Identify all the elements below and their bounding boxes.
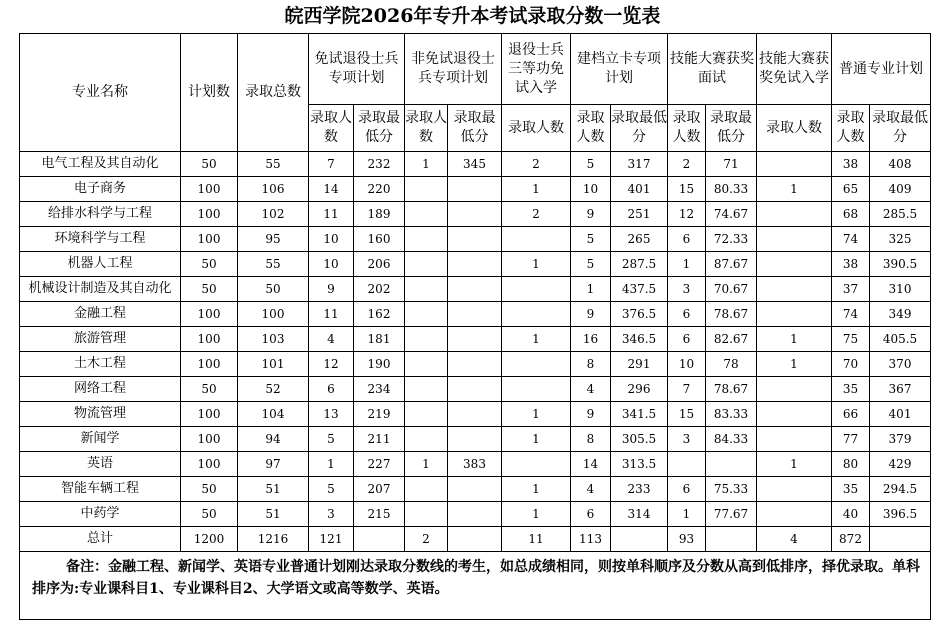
cell-si-n: 10 — [668, 352, 706, 377]
major-name-cell: 电气工程及其自动化 — [20, 152, 181, 177]
cell-gp-n: 68 — [832, 202, 870, 227]
cell-ar-n: 6 — [571, 502, 611, 527]
table-row — [20, 202, 931, 227]
cell-vm-n: 1 — [502, 327, 571, 352]
sub-count-header: 录取人数 — [832, 105, 870, 152]
major-name-cell: 土木工程 — [20, 352, 181, 377]
cell-ev-n: 6 — [309, 377, 354, 402]
cell-nv-s — [448, 252, 502, 277]
sub-count-header: 录取人数 — [668, 105, 706, 152]
cell-gp-n: 38 — [832, 152, 870, 177]
table-row — [20, 277, 931, 302]
cell-ev-n: 14 — [309, 177, 354, 202]
remark-text: 备注：金融工程、新闻学、英语专业普通计划刚达录取分数线的考生，如总成绩相同，则按单科顺序及分数从高到低排序，择优录取。单科排序为:专业课科目1、专业课科目2、大学语文或高等数学、英语。 — [32, 559, 920, 597]
group-archive-header: 建档立卡专项计划 — [571, 34, 668, 105]
cell-ar-n: 16 — [571, 327, 611, 352]
cell-ev-n: 7 — [309, 152, 354, 177]
cell-plan: 50 — [181, 252, 238, 277]
cell-gp-n: 35 — [832, 377, 870, 402]
sub-min-header: 录取最低分 — [354, 105, 405, 152]
cell-plan: 100 — [181, 352, 238, 377]
table-row — [20, 302, 931, 327]
cell-ar-n: 9 — [571, 202, 611, 227]
cell-gp-n: 77 — [832, 427, 870, 452]
major-name-cell: 机器人工程 — [20, 252, 181, 277]
table-body — [20, 152, 931, 552]
table-row — [20, 152, 931, 177]
cell-total: 106 — [238, 177, 309, 202]
cell-gp-n: 40 — [832, 502, 870, 527]
cell-se-n: 1 — [757, 327, 832, 352]
cell-gp-s: 285.5 — [870, 202, 931, 227]
cell-gp-s: 294.5 — [870, 477, 931, 502]
cell-gp-s: 370 — [870, 352, 931, 377]
cell-vm-n: 1 — [502, 502, 571, 527]
cell-si-n: 2 — [668, 152, 706, 177]
cell-gp-s: 367 — [870, 377, 931, 402]
cell-vm-n: 1 — [502, 177, 571, 202]
cell-nv-n — [405, 427, 448, 452]
totals-row — [20, 527, 931, 552]
cell-si-n: 7 — [668, 377, 706, 402]
cell-nv-s — [448, 352, 502, 377]
sub-min-header: 录取最低分 — [448, 105, 502, 152]
cell-nv-n — [405, 502, 448, 527]
cell-gp-s: 405.5 — [870, 327, 931, 352]
cell-vm-n: 1 — [502, 402, 571, 427]
table-row — [20, 327, 931, 352]
cell-plan: 100 — [181, 327, 238, 352]
cell-gp-s: 310 — [870, 277, 931, 302]
cell-ev-n: 10 — [309, 252, 354, 277]
table-row — [20, 452, 931, 477]
cell-vm-n: 2 — [502, 152, 571, 177]
cell-ar-n: 8 — [571, 427, 611, 452]
cell-se-n — [757, 477, 832, 502]
cell-total: 101 — [238, 352, 309, 377]
cell-si-n: 6 — [668, 302, 706, 327]
cell-ar-s: 233 — [611, 477, 668, 502]
cell-vm-n — [502, 352, 571, 377]
cell-si-n: 6 — [668, 327, 706, 352]
table-row — [20, 402, 931, 427]
cell-vm-n — [502, 452, 571, 477]
cell-ar-n: 5 — [571, 227, 611, 252]
table-row — [20, 177, 931, 202]
cell-vm-n: 2 — [502, 202, 571, 227]
cell-si-s: 84.33 — [706, 427, 757, 452]
cell-total: 1216 — [238, 527, 309, 552]
cell-plan: 50 — [181, 152, 238, 177]
cell-gp-n: 37 — [832, 277, 870, 302]
cell-nv-n — [405, 377, 448, 402]
cell-ev-n: 4 — [309, 327, 354, 352]
cell-ar-n: 5 — [571, 152, 611, 177]
cell-gp-n: 75 — [832, 327, 870, 352]
cell-si-s: 77.67 — [706, 502, 757, 527]
page-title: 皖西学院2026年专升本考试录取分数一览表 — [284, 5, 661, 27]
cell-vm-n: 1 — [502, 252, 571, 277]
cell-nv-s: 345 — [448, 152, 502, 177]
cell-ev-n: 12 — [309, 352, 354, 377]
cell-total: 102 — [238, 202, 309, 227]
cell-ev-n: 121 — [309, 527, 354, 552]
cell-ev-s: 190 — [354, 352, 405, 377]
cell-si-n: 1 — [668, 502, 706, 527]
cell-vm-n — [502, 277, 571, 302]
cell-total: 103 — [238, 327, 309, 352]
cell-si-s: 75.33 — [706, 477, 757, 502]
cell-nv-s — [448, 202, 502, 227]
cell-total: 104 — [238, 402, 309, 427]
cell-ar-s: 401 — [611, 177, 668, 202]
cell-total: 94 — [238, 427, 309, 452]
cell-ar-s: 305.5 — [611, 427, 668, 452]
cell-si-n: 3 — [668, 427, 706, 452]
cell-vm-n — [502, 377, 571, 402]
cell-gp-s: 401 — [870, 402, 931, 427]
cell-ev-n: 1 — [309, 452, 354, 477]
cell-ar-s: 314 — [611, 502, 668, 527]
cell-si-s: 87.67 — [706, 252, 757, 277]
cell-se-n — [757, 202, 832, 227]
major-name-cell: 智能车辆工程 — [20, 477, 181, 502]
table-row — [20, 377, 931, 402]
cell-plan: 50 — [181, 277, 238, 302]
cell-si-s: 78 — [706, 352, 757, 377]
cell-se-n — [757, 252, 832, 277]
major-name-cell: 网络工程 — [20, 377, 181, 402]
cell-ar-s: 341.5 — [611, 402, 668, 427]
cell-ev-n: 5 — [309, 427, 354, 452]
cell-si-n: 6 — [668, 227, 706, 252]
cell-se-n — [757, 302, 832, 327]
sub-count-header: 录取人数 — [571, 105, 611, 152]
cell-si-s: 82.67 — [706, 327, 757, 352]
cell-ev-s: 189 — [354, 202, 405, 227]
cell-plan: 100 — [181, 427, 238, 452]
cell-ev-s: 232 — [354, 152, 405, 177]
cell-nv-s — [448, 527, 502, 552]
group-veteran-merit-header: 退役士兵三等功免试入学 — [502, 34, 571, 105]
cell-ar-s: 376.5 — [611, 302, 668, 327]
cell-si-s: 72.33 — [706, 227, 757, 252]
cell-si-s: 78.67 — [706, 377, 757, 402]
major-name-cell: 给排水科学与工程 — [20, 202, 181, 227]
cell-si-s: 74.67 — [706, 202, 757, 227]
cell-ev-s: 227 — [354, 452, 405, 477]
cell-si-n: 15 — [668, 177, 706, 202]
major-name-cell: 金融工程 — [20, 302, 181, 327]
cell-gp-s — [870, 527, 931, 552]
cell-total: 50 — [238, 277, 309, 302]
col-plan-header: 计划数 — [181, 34, 238, 152]
major-name-cell: 旅游管理 — [20, 327, 181, 352]
cell-plan: 100 — [181, 402, 238, 427]
cell-gp-n: 74 — [832, 302, 870, 327]
table-row — [20, 427, 931, 452]
cell-gp-s: 429 — [870, 452, 931, 477]
cell-vm-n — [502, 302, 571, 327]
sub-min-header: 录取最低分 — [706, 105, 757, 152]
cell-nv-n — [405, 477, 448, 502]
cell-ev-s: 211 — [354, 427, 405, 452]
cell-ev-n: 3 — [309, 502, 354, 527]
cell-nv-s — [448, 402, 502, 427]
cell-ev-n: 11 — [309, 302, 354, 327]
cell-ar-s: 317 — [611, 152, 668, 177]
cell-ar-s: 346.5 — [611, 327, 668, 352]
cell-total: 52 — [238, 377, 309, 402]
cell-se-n — [757, 377, 832, 402]
cell-nv-n — [405, 402, 448, 427]
cell-vm-n: 1 — [502, 427, 571, 452]
cell-nv-s — [448, 177, 502, 202]
cell-nv-n — [405, 202, 448, 227]
cell-se-n — [757, 402, 832, 427]
cell-ev-n: 9 — [309, 277, 354, 302]
cell-gp-n: 65 — [832, 177, 870, 202]
col-total-header: 录取总数 — [238, 34, 309, 152]
major-name-cell: 电子商务 — [20, 177, 181, 202]
cell-si-s: 71 — [706, 152, 757, 177]
cell-total: 55 — [238, 152, 309, 177]
cell-si-s: 80.33 — [706, 177, 757, 202]
cell-se-n — [757, 502, 832, 527]
cell-ev-s: 202 — [354, 277, 405, 302]
cell-se-n — [757, 427, 832, 452]
sub-count-header: 录取人数 — [309, 105, 354, 152]
cell-ar-n: 14 — [571, 452, 611, 477]
cell-ar-n: 5 — [571, 252, 611, 277]
cell-si-n: 93 — [668, 527, 706, 552]
cell-nv-n: 2 — [405, 527, 448, 552]
cell-nv-n — [405, 327, 448, 352]
cell-si-s: 70.67 — [706, 277, 757, 302]
cell-si-s: 83.33 — [706, 402, 757, 427]
cell-gp-n: 35 — [832, 477, 870, 502]
table-row — [20, 227, 931, 252]
cell-ev-n: 5 — [309, 477, 354, 502]
cell-si-n — [668, 452, 706, 477]
cell-total: 97 — [238, 452, 309, 477]
cell-plan: 1200 — [181, 527, 238, 552]
cell-ar-n: 9 — [571, 302, 611, 327]
cell-nv-s — [448, 277, 502, 302]
cell-si-n: 6 — [668, 477, 706, 502]
cell-ev-s: 162 — [354, 302, 405, 327]
cell-ar-s: 437.5 — [611, 277, 668, 302]
cell-si-n: 15 — [668, 402, 706, 427]
cell-ev-s: 234 — [354, 377, 405, 402]
cell-ev-s: 220 — [354, 177, 405, 202]
cell-gp-s: 349 — [870, 302, 931, 327]
cell-se-n — [757, 277, 832, 302]
cell-nv-n — [405, 227, 448, 252]
admission-score-table — [19, 33, 931, 620]
major-name-cell: 新闻学 — [20, 427, 181, 452]
cell-vm-n: 1 — [502, 477, 571, 502]
cell-ar-n: 1 — [571, 277, 611, 302]
cell-nv-s — [448, 377, 502, 402]
cell-total: 100 — [238, 302, 309, 327]
group-exempt-veteran-header: 免试退役士兵专项计划 — [309, 34, 405, 105]
cell-ar-s — [611, 527, 668, 552]
cell-ar-n: 113 — [571, 527, 611, 552]
major-name-cell: 英语 — [20, 452, 181, 477]
cell-ev-s: 160 — [354, 227, 405, 252]
cell-nv-s — [448, 327, 502, 352]
group-skill-exempt-header: 技能大赛获奖免试入学 — [757, 34, 832, 105]
cell-gp-s: 396.5 — [870, 502, 931, 527]
group-skill-interview-header: 技能大赛获奖面试 — [668, 34, 757, 105]
cell-si-s — [706, 452, 757, 477]
cell-nv-n: 1 — [405, 452, 448, 477]
cell-ev-s — [354, 527, 405, 552]
cell-nv-n — [405, 277, 448, 302]
remark-cell — [20, 552, 931, 620]
group-nonexempt-veteran-header: 非免试退役士兵专项计划 — [405, 34, 502, 105]
cell-gp-s: 409 — [870, 177, 931, 202]
cell-ar-s: 313.5 — [611, 452, 668, 477]
cell-nv-n — [405, 302, 448, 327]
major-name-cell: 机械设计制造及其自动化 — [20, 277, 181, 302]
cell-ar-n: 4 — [571, 477, 611, 502]
cell-total: 55 — [238, 252, 309, 277]
cell-plan: 50 — [181, 377, 238, 402]
cell-se-n: 1 — [757, 352, 832, 377]
col-major-header: 专业名称 — [20, 34, 181, 152]
cell-gp-n: 74 — [832, 227, 870, 252]
major-name-cell: 环境科学与工程 — [20, 227, 181, 252]
cell-total: 51 — [238, 477, 309, 502]
sub-min-header: 录取最低分 — [611, 105, 668, 152]
cell-gp-n: 38 — [832, 252, 870, 277]
cell-ar-s: 251 — [611, 202, 668, 227]
cell-plan: 50 — [181, 502, 238, 527]
cell-ar-s: 265 — [611, 227, 668, 252]
cell-gp-n: 66 — [832, 402, 870, 427]
cell-plan: 100 — [181, 202, 238, 227]
cell-si-s: 78.67 — [706, 302, 757, 327]
cell-gp-n: 70 — [832, 352, 870, 377]
cell-nv-s — [448, 477, 502, 502]
sub-count-header: 录取人数 — [405, 105, 448, 152]
cell-se-n: 1 — [757, 177, 832, 202]
cell-plan: 100 — [181, 452, 238, 477]
cell-ar-n: 10 — [571, 177, 611, 202]
cell-si-s — [706, 527, 757, 552]
table-row — [20, 352, 931, 377]
cell-gp-n: 80 — [832, 452, 870, 477]
cell-ar-n: 8 — [571, 352, 611, 377]
cell-gp-s: 379 — [870, 427, 931, 452]
cell-gp-s: 325 — [870, 227, 931, 252]
cell-nv-n — [405, 252, 448, 277]
cell-ar-s: 291 — [611, 352, 668, 377]
sub-count-header: 录取人数 — [757, 105, 832, 152]
cell-se-n: 4 — [757, 527, 832, 552]
cell-nv-n: 1 — [405, 152, 448, 177]
cell-plan: 100 — [181, 177, 238, 202]
cell-ar-s: 287.5 — [611, 252, 668, 277]
major-name-cell: 总计 — [20, 527, 181, 552]
cell-ev-s: 206 — [354, 252, 405, 277]
cell-ev-n: 11 — [309, 202, 354, 227]
cell-plan: 100 — [181, 302, 238, 327]
cell-ar-n: 9 — [571, 402, 611, 427]
cell-si-n: 1 — [668, 252, 706, 277]
cell-ev-n: 13 — [309, 402, 354, 427]
cell-se-n — [757, 227, 832, 252]
cell-vm-n: 11 — [502, 527, 571, 552]
cell-ev-s: 181 — [354, 327, 405, 352]
table-row — [20, 252, 931, 277]
cell-ev-s: 219 — [354, 402, 405, 427]
table-row — [20, 502, 931, 527]
table-row — [20, 477, 931, 502]
cell-se-n: 1 — [757, 452, 832, 477]
major-name-cell: 物流管理 — [20, 402, 181, 427]
cell-ev-s: 215 — [354, 502, 405, 527]
cell-nv-s — [448, 502, 502, 527]
cell-plan: 50 — [181, 477, 238, 502]
cell-nv-n — [405, 177, 448, 202]
major-name-cell: 中药学 — [20, 502, 181, 527]
cell-nv-s — [448, 302, 502, 327]
cell-ar-n: 4 — [571, 377, 611, 402]
cell-nv-s — [448, 227, 502, 252]
cell-total: 51 — [238, 502, 309, 527]
cell-nv-n — [405, 352, 448, 377]
cell-gp-s: 390.5 — [870, 252, 931, 277]
cell-nv-s: 383 — [448, 452, 502, 477]
cell-se-n — [757, 152, 832, 177]
sub-min-header: 录取最低分 — [870, 105, 931, 152]
cell-si-n: 12 — [668, 202, 706, 227]
cell-total: 95 — [238, 227, 309, 252]
cell-ev-s: 207 — [354, 477, 405, 502]
group-general-header: 普通专业计划 — [832, 34, 931, 105]
cell-vm-n — [502, 227, 571, 252]
cell-gp-n: 872 — [832, 527, 870, 552]
cell-plan: 100 — [181, 227, 238, 252]
cell-nv-s — [448, 427, 502, 452]
sub-count-header: 录取人数 — [502, 105, 571, 152]
cell-gp-s: 408 — [870, 152, 931, 177]
cell-ar-s: 296 — [611, 377, 668, 402]
cell-si-n: 3 — [668, 277, 706, 302]
cell-ev-n: 10 — [309, 227, 354, 252]
